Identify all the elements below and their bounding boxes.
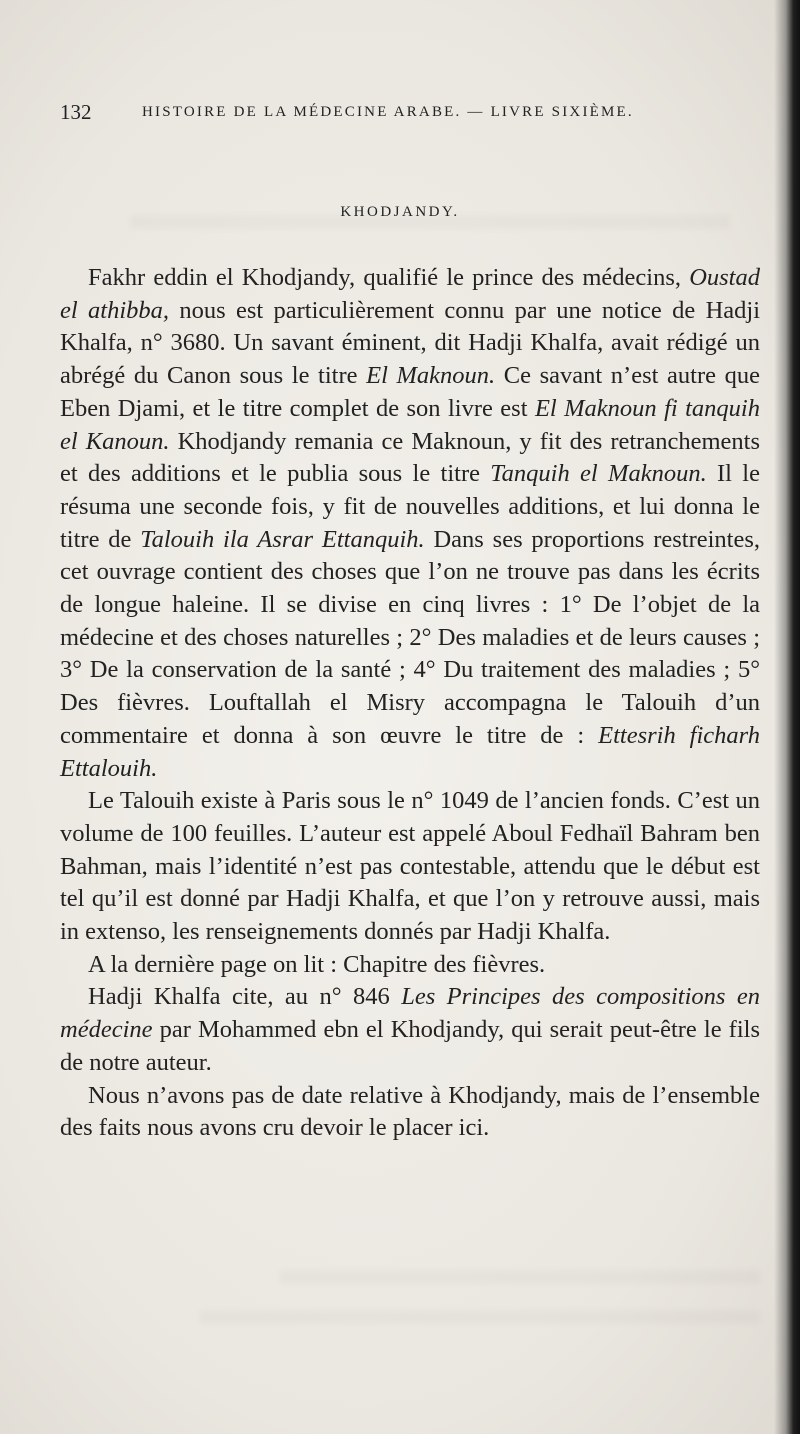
paragraph — [60, 981, 760, 1079]
italic-title: Talouih ila Asrar Ettanquih. — [140, 525, 425, 553]
italic-title: Les Principes des compositions en médecine — [60, 983, 760, 1044]
text-run: Dans ses proportions restreintes, cet ouvrage contient des choses que l’on ne trouve pas dans les écrits de longue haleine. Il se divise en cinq livres : 1° De l’objet de la médecine et des choses naturelles ; 2° Des maladies et de leurs causes ; 3° De la conservation de la santé ; 4° Du traitement des maladies ; 5° Des fièvres. Louftallah el Misry accompagna le Talouih d’un commentaire et donna à son œuvre le titre de : — [60, 525, 761, 749]
body-text — [60, 262, 760, 1145]
italic-title: Oustad el athibba, — [60, 264, 760, 324]
running-head: HISTOIRE DE LA MÉDECINE ARABE. — LIVRE SIXIÈME. — [142, 104, 634, 120]
show-through — [200, 1310, 760, 1324]
text-run: Il le résuma une seconde fois, y fit de nouvelles additions, et lui donna le titre de — [60, 460, 760, 553]
page-number: 132 — [60, 100, 92, 124]
text-run: Nous n’avons pas de date relative à Khodjandy, mais de l’ensemble des faits nous avons cru devoir le placer ici. — [60, 1081, 760, 1142]
text-run: Le Talouih existe à Paris sous le n° 1049 de l’ancien fonds. C’est un volume de 100 feuilles. L’auteur est appelé Aboul Fedhaïl Bahram ben Bahman, mais l’identité n’est pas contestable, attendu que le début est tel qu’il est donné par Hadji Khalfa, et que l’on y retrouve aussi, mais in extenso, les renseignements donnés par Hadji Khalfa. — [60, 787, 760, 946]
italic-title: El Maknoun fi tanquih el Kanoun. — [60, 394, 760, 455]
text-run: Hadji Khalfa cite, au n° 846 — [88, 983, 402, 1011]
paragraph — [60, 262, 760, 785]
text-run: A la dernière page on lit : Chapitre des fièvres. — [88, 950, 546, 978]
text-run: par Mohammed ebn el Khodjandy, qui serait peut-être le fils de notre auteur. — [60, 1016, 760, 1076]
italic-title: Tanquih el Maknoun. — [490, 460, 707, 488]
text-run: Khodjandy remania ce Maknoun, y fit des retranchements et des additions et le publia sous le titre — [60, 427, 760, 488]
show-through — [280, 1270, 760, 1284]
italic-title: Ettesrih ficharh Ettalouih. — [60, 721, 760, 782]
book-gutter-shadow — [774, 0, 800, 1434]
text-run: nous est particulièrement connu par une notice de Hadji Khalfa, n° 3680. Un savant éminent, dit Hadji Khalfa, avait rédigé un abrégé du Canon sous le titre — [60, 296, 761, 390]
paragraph — [60, 949, 760, 982]
page-header — [60, 100, 720, 130]
paragraph — [60, 1080, 760, 1145]
paragraph — [60, 785, 760, 949]
text-run: Ce savant n’est autre que Eben Djami, et le titre complet de son livre est — [60, 362, 760, 422]
text-run: Fakhr eddin el Khodjandy, qualifié le prince des médecins, — [88, 264, 690, 291]
chapter-title: KHODJANDY. — [340, 204, 460, 220]
italic-title: El Maknoun. — [366, 362, 496, 390]
